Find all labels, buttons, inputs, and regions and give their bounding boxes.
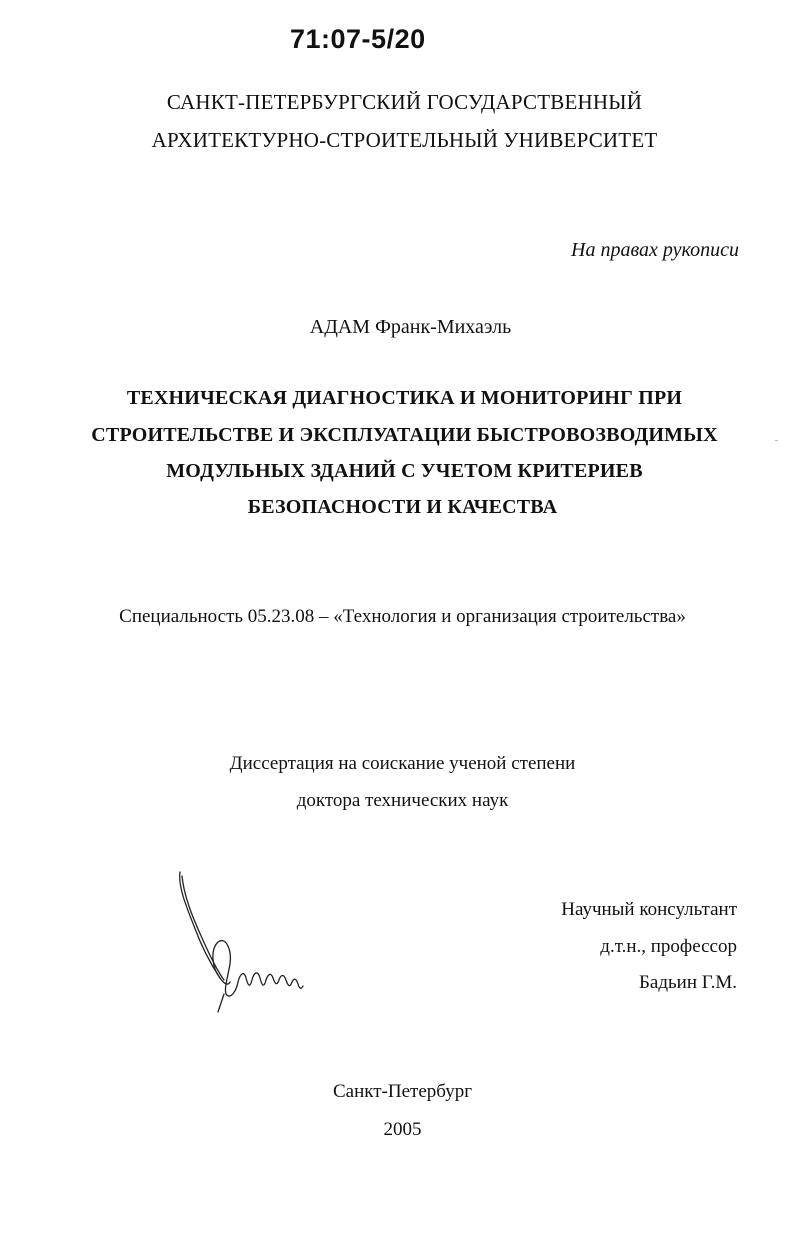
consultant-role: Научный консультант — [561, 899, 737, 920]
title-line-1: ТЕХНИЧЕСКАЯ ДИАГНОСТИКА И МОНИТОРИНГ ПРИ — [126, 387, 683, 409]
specialty-line: Специальность 05.23.08 – «Технология и организация строительства» — [119, 606, 686, 627]
university-name-line-2: АРХИТЕКТУРНО-СТРОИТЕЛЬНЫЙ УНИВЕРСИТЕТ — [151, 128, 658, 152]
university-name-line-1: САНКТ-ПЕТЕРБУРГСКИЙ ГОСУДАРСТВЕННЫЙ — [166, 90, 643, 114]
consultant-degree: д.т.н., профессор — [600, 936, 737, 957]
year: 2005 — [383, 1119, 422, 1140]
catalog-code: 71:07-5/20 — [290, 24, 426, 54]
title-line-4: БЕЗОПАСНОСТИ И КАЧЕСТВА — [247, 496, 558, 518]
city: Санкт-Петербург — [332, 1081, 472, 1102]
handwritten-signature — [172, 866, 312, 1016]
author-name: АДАМ Франк-Михаэль — [309, 316, 512, 338]
scan-speck — [775, 440, 778, 441]
title-line-2: СТРОИТЕЛЬСТВЕ И ЭКСПЛУАТАЦИИ БЫСТРОВОЗВОДИМЫХ — [91, 424, 718, 446]
consultant-name: Бадьин Г.М. — [639, 972, 737, 993]
title-line-3: МОДУЛЬНЫХ ЗДАНИЙ С УЧЕТОМ КРИТЕРИЕВ — [166, 460, 643, 482]
manuscript-rights-note: На правах рукописи — [571, 239, 739, 261]
dissertation-degree-line-2: доктора технических наук — [296, 790, 509, 811]
dissertation-degree-line-1: Диссертация на соискание ученой степени — [229, 753, 576, 774]
